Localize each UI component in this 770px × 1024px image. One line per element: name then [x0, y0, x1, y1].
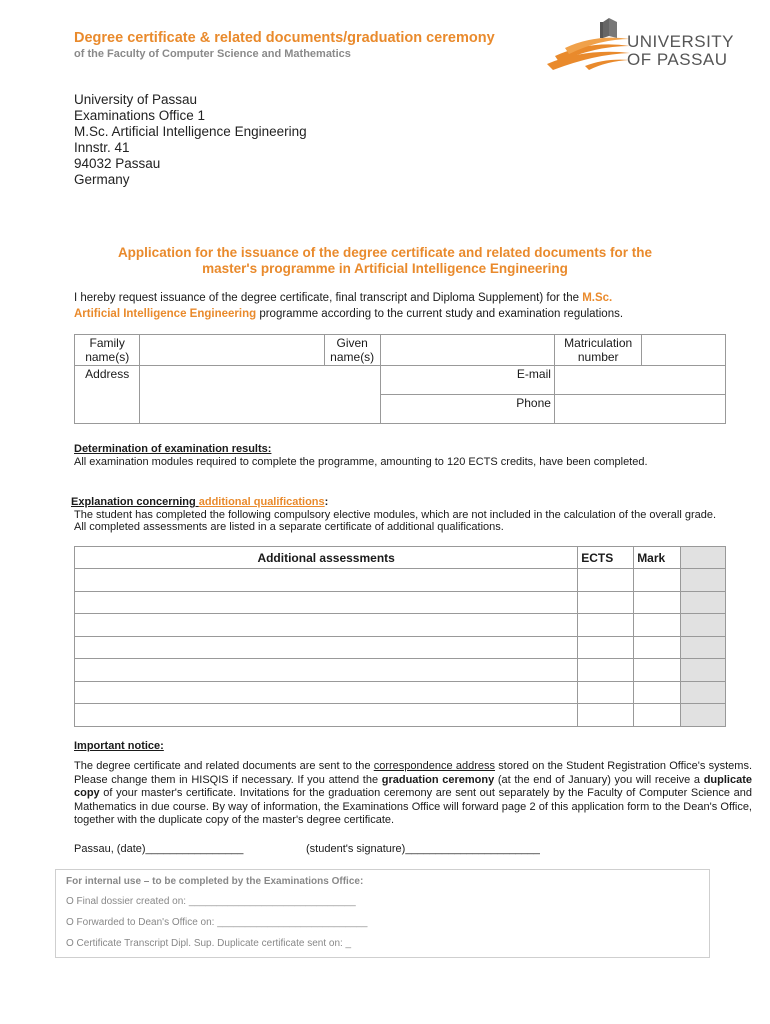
request-text-end: programme according to the current study and examination regulations. — [256, 308, 624, 320]
address-line: Germany — [74, 172, 130, 187]
ects-cell[interactable] — [578, 591, 634, 614]
table-row — [75, 704, 726, 727]
table-row — [75, 569, 726, 592]
duplicate-copy-bold: duplicate copy — [74, 773, 752, 799]
notice-text-1: The degree certificate and related documents are sent to the — [74, 760, 374, 772]
explanation-line2: All completed assessments are listed in a separate certificate of additional qualifications. — [74, 521, 504, 533]
graduation-ceremony-bold: graduation ceremony — [381, 773, 495, 786]
assessments-header: Additional assessments — [75, 547, 578, 569]
given-name-field[interactable] — [380, 335, 554, 366]
gray-cell — [681, 569, 726, 592]
notice-paragraph — [74, 760, 752, 828]
assessment-cell[interactable] — [75, 659, 578, 682]
logo-text-line2: OF PASSAU — [627, 50, 728, 69]
gray-header-cell — [681, 547, 726, 569]
given-name-label: Given name(s) — [324, 335, 380, 366]
explanation-heading-text: Explanation concerning — [71, 496, 199, 508]
document-subtitle: of the Faculty of Computer Science and Mathematics — [74, 48, 351, 60]
gray-cell — [681, 614, 726, 637]
address-field[interactable] — [140, 366, 380, 424]
assessment-cell[interactable] — [75, 591, 578, 614]
program-degree: M.Sc. — [582, 292, 613, 304]
explanation-colon: : — [324, 496, 329, 508]
table-row — [75, 681, 726, 704]
recipient-address — [74, 92, 307, 188]
mark-cell[interactable] — [634, 681, 681, 704]
gray-cell — [681, 704, 726, 727]
explanation-line1: The student has completed the following compulsory elective modules, which are not included in the calculation of the overall grade. — [74, 509, 717, 521]
additional-qualifications-link[interactable]: additional qualifications — [198, 496, 325, 508]
address-line: University of Passau — [74, 92, 198, 107]
mark-cell[interactable] — [634, 636, 681, 659]
request-paragraph — [74, 290, 704, 322]
request-text: I hereby request issuance of the degree certificate, final transcript and Diploma Supplement) for the — [74, 292, 583, 304]
student-signature-field[interactable]: (student's signature)______________________ — [306, 843, 540, 855]
phone-field[interactable] — [554, 395, 725, 424]
application-title-line1: Application for the issuance of the degree certificate and related documents for the — [117, 245, 653, 260]
application-title — [74, 245, 696, 277]
ects-cell[interactable] — [578, 569, 634, 592]
internal-use-box — [55, 869, 710, 958]
mark-cell[interactable] — [634, 591, 681, 614]
ects-cell[interactable] — [578, 704, 634, 727]
university-logo — [545, 18, 745, 80]
address-label: Address — [75, 366, 140, 424]
gray-cell — [681, 591, 726, 614]
assessment-cell[interactable] — [75, 681, 578, 704]
explanation-heading — [71, 496, 328, 508]
assessment-cell[interactable] — [75, 636, 578, 659]
ects-cell[interactable] — [578, 636, 634, 659]
final-dossier-line[interactable]: O Final dossier created on: ______________________________ — [66, 896, 356, 907]
logo-text-line1: UNIVERSITY — [627, 32, 735, 51]
table-row — [75, 614, 726, 637]
table-row — [75, 636, 726, 659]
assessment-cell[interactable] — [75, 614, 578, 637]
phone-label: Phone — [380, 395, 554, 424]
additional-assessments-table — [74, 546, 726, 727]
address-line: Innstr. 41 — [74, 140, 130, 155]
notice-text-4: of your master's certificate. Invitations for the graduation ceremony are sent out separately by the Faculty of Computer Science and Mathematics in due course. By way of information, the Examinations Office will forward page 2 of this application form to the Dean's Office, together with the duplicate copy of the master's degree certificate. — [74, 787, 752, 826]
exam-results-text: All examination modules required to complete the programme, amounting to 120 ECTS credits, have been completed. — [74, 456, 648, 468]
correspondence-address-link[interactable]: correspondence address — [373, 760, 496, 772]
place-date-field[interactable]: Passau, (date)________________ — [74, 843, 244, 855]
notice-text-3: (at the end of January) you will receive a — [494, 773, 704, 786]
assessment-cell[interactable] — [75, 704, 578, 727]
program-name: Artificial Intelligence Engineering — [74, 308, 257, 320]
family-name-label: Family name(s) — [75, 335, 140, 366]
exam-results-heading: Determination of examination results: — [74, 443, 272, 455]
address-line: M.Sc. Artificial Intelligence Engineering — [74, 124, 307, 139]
family-name-field[interactable] — [140, 335, 324, 366]
ects-cell[interactable] — [578, 614, 634, 637]
ects-header: ECTS — [578, 547, 634, 569]
gray-cell — [681, 636, 726, 659]
address-line: 94032 Passau — [74, 156, 161, 171]
matriculation-label: Matriculation number — [554, 335, 642, 366]
mark-cell[interactable] — [634, 704, 681, 727]
ects-cell[interactable] — [578, 681, 634, 704]
assessment-cell[interactable] — [75, 569, 578, 592]
gray-cell — [681, 681, 726, 704]
certificate-sent-line[interactable]: O Certificate Transcript Dipl. Sup. Duplicate certificate sent on: _ — [66, 938, 352, 949]
notice-text-2: stored on the Student Registration Office's systems. Please change them in HISQIS if necessary. If you attend the — [74, 760, 753, 786]
document-title: Degree certificate & related documents/graduation ceremony — [74, 30, 495, 46]
application-title-line2: master's programme in Artificial Intelligence Engineering — [202, 261, 568, 276]
mark-header: Mark — [634, 547, 681, 569]
personal-data-table — [74, 334, 726, 424]
mark-cell[interactable] — [634, 614, 681, 637]
table-row — [75, 591, 726, 614]
gray-cell — [681, 659, 726, 682]
email-label: E-mail — [380, 366, 554, 395]
address-line: Examinations Office 1 — [74, 108, 206, 123]
email-field[interactable] — [554, 366, 725, 395]
matriculation-field[interactable] — [642, 335, 726, 366]
internal-heading: For internal use – to be completed by the Examinations Office: — [66, 876, 364, 887]
notice-heading: Important notice: — [74, 740, 164, 752]
mark-cell[interactable] — [634, 569, 681, 592]
ects-cell[interactable] — [578, 659, 634, 682]
forwarded-dean-line[interactable]: O Forwarded to Dean's Office on: ___________________________ — [66, 917, 368, 928]
table-row — [75, 659, 726, 682]
mark-cell[interactable] — [634, 659, 681, 682]
